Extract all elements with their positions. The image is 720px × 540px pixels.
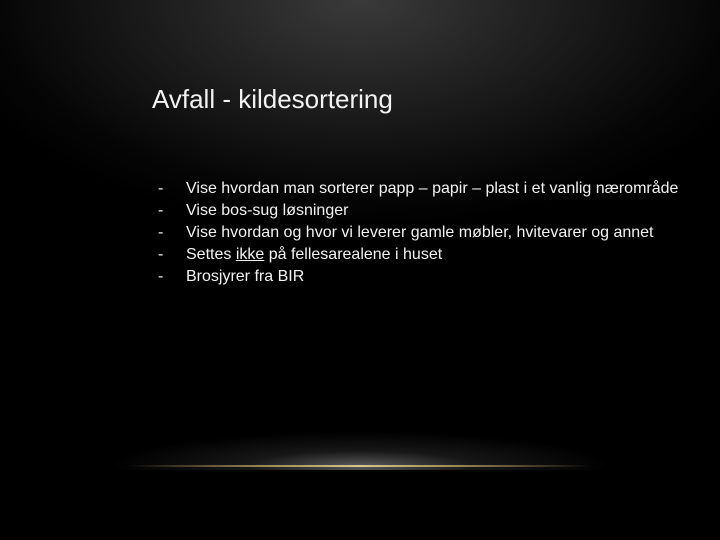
bullet-text: Vise bos-sug løsninger (186, 202, 349, 219)
bullet-item (158, 266, 720, 288)
bullet-text (186, 244, 442, 266)
bullet-text-before: Settes (186, 246, 236, 263)
bullet-text: Vise hvordan og hvor vi leverer gamle møbler, hvitevarer og annet (186, 224, 654, 241)
bullet-item (158, 178, 720, 200)
bullet-marker: - (158, 180, 164, 197)
bullet-item (158, 244, 720, 266)
bullet-marker: - (158, 202, 164, 219)
bullet-marker: - (158, 268, 164, 285)
bullet-text-after: på fellesarealene i huset (264, 246, 443, 263)
bullet-marker: - (158, 224, 164, 241)
bullet-text: Brosjyrer fra BIR (186, 268, 305, 285)
bottom-glow-line (130, 465, 590, 467)
slide-title: Avfall - kildesortering (152, 84, 393, 114)
bottom-glow-decoration (110, 400, 610, 470)
bullet-item (158, 200, 720, 222)
bullet-marker: - (158, 246, 164, 263)
bullet-list (158, 178, 720, 288)
bullet-text: Vise hvordan man sorterer papp – papir – plast i et vanlig nærområde (186, 180, 679, 197)
bullet-item (158, 222, 720, 244)
bullet-emphasis: ikke (235, 246, 265, 263)
